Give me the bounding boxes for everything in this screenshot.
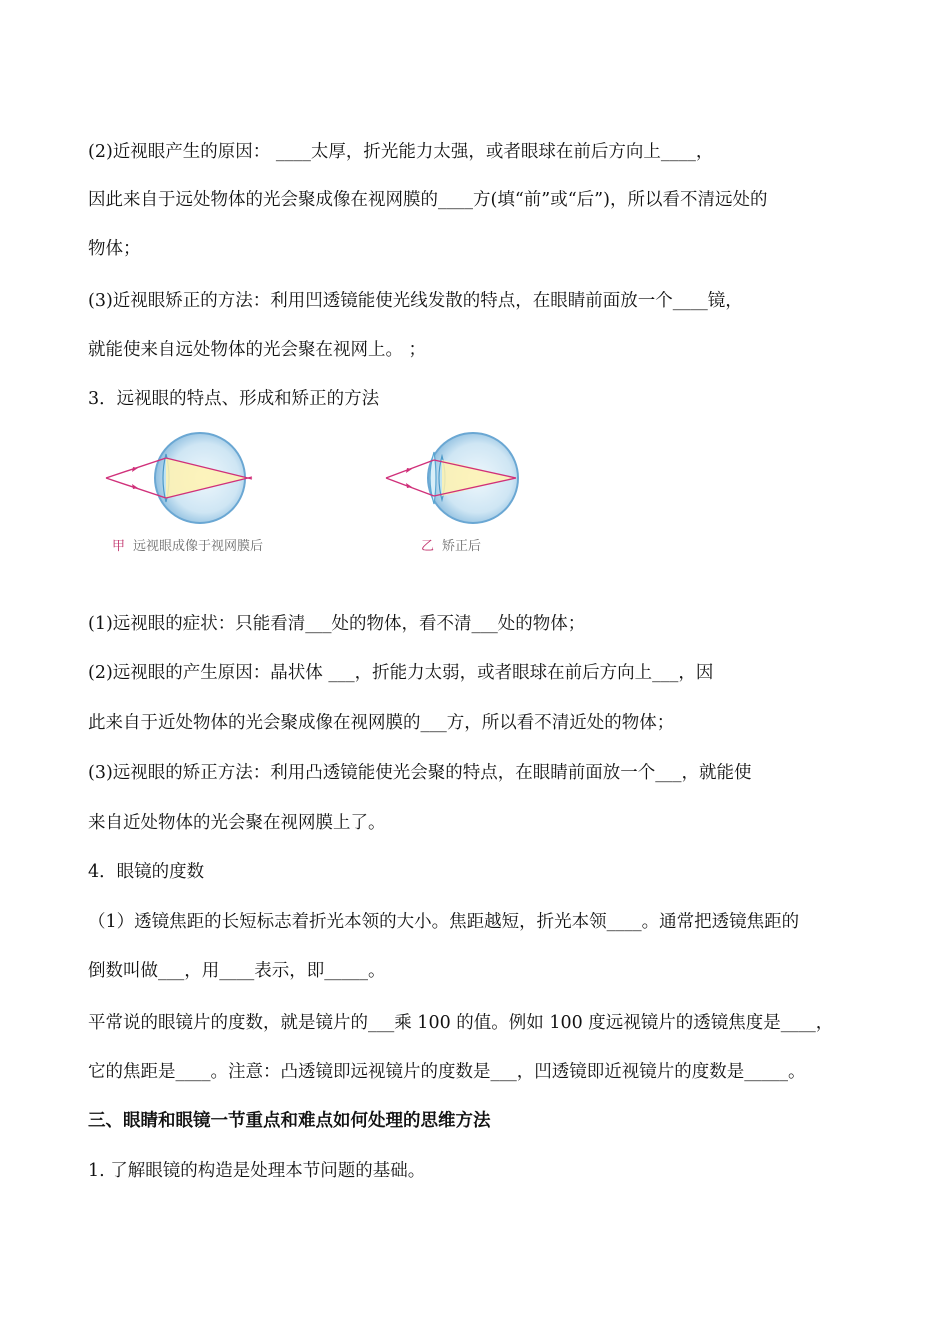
text-line-18: 1. 了解眼镜的构造是处理本节问题的基础。 — [88, 1161, 426, 1181]
text-line-1: (2)近视眼产生的原因： ____太厚，折光能力太强，或者眼球在前后方向上____， — [88, 142, 714, 162]
section-heading-4: 4．眼镜的度数 — [88, 862, 205, 882]
caption-uncorrected — [112, 535, 263, 554]
eye-diagram-uncorrected — [100, 428, 260, 528]
text-line-16: 它的焦距是____。注意：凸透镜即远视镜片的度数是___，凹透镜即近视镜片的度数是_____。 — [88, 1062, 806, 1082]
caption-text-right: 矫正后 — [442, 539, 482, 554]
text-line-3: 物体； — [88, 239, 141, 259]
text-line-13: （1）透镜焦距的长短标志着折光本领的大小。焦距越短，折光本领____。通常把透镜焦距的 — [88, 912, 800, 932]
text-line-7: (1)远视眼的症状：只能看清___处的物体，看不清___处的物体； — [88, 614, 586, 634]
caption-tag-left: 甲 — [112, 539, 126, 554]
text-line-2: 因此来自于远处物体的光会聚成像在视网膜的____方(填“前”或“后”)，所以看不清远处的 — [88, 190, 768, 210]
section-heading-3: 3．远视眼的特点、形成和矫正的方法 — [88, 389, 380, 409]
text-line-14: 倒数叫做___，用____表示，即_____。 — [88, 961, 386, 981]
eye-uncorrected-svg — [100, 428, 260, 528]
caption-corrected — [421, 535, 481, 554]
text-line-8: (2)远视眼的产生原因：晶状体 ___，折能力太弱，或者眼球在前后方向上___，因 — [88, 663, 714, 683]
caption-text-left: 远视眼成像于视网膜后 — [133, 539, 264, 554]
text-line-4: (3)近视眼矫正的方法：利用凹透镜能使光线发散的特点，在眼睛前面放一个____镜， — [88, 291, 743, 311]
text-line-5: 就能使来自远处物体的光会聚在视网上。 ； — [88, 340, 427, 360]
text-line-15: 平常说的眼镜片的度数，就是镜片的___乘 100 的值。例如 100 度远视镜片的透镜焦度是____， — [88, 1013, 834, 1033]
text-line-10: (3)远视眼的矫正方法：利用凸透镜能使光会聚的特点，在眼睛前面放一个___，就能使 — [88, 763, 752, 783]
eye-diagram-corrected — [380, 428, 530, 528]
eye-corrected-svg — [380, 428, 530, 528]
section-heading-three: 三、眼睛和眼镜一节重点和难点如何处理的思维方法 — [88, 1111, 491, 1131]
caption-tag-right: 乙 — [421, 539, 435, 554]
text-line-9: 此来自于近处物体的光会聚成像在视网膜的___方，所以看不清近处的物体； — [88, 713, 675, 733]
text-line-11: 来自近处物体的光会聚在视网膜上了。 — [88, 813, 386, 833]
